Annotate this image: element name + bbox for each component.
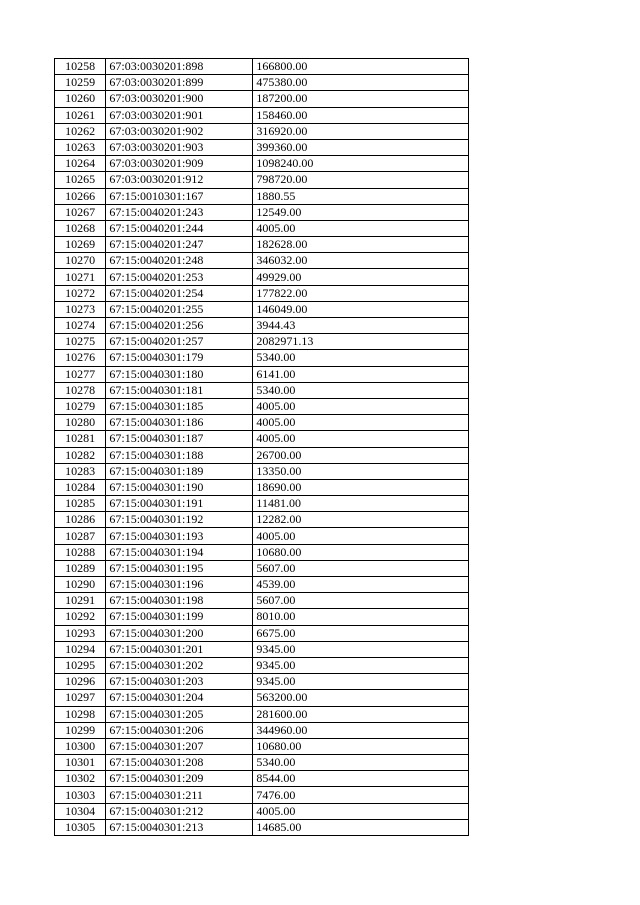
cadastral-number-cell: 67:15:0040301:179: [106, 350, 253, 366]
cadastral-number-cell: 67:15:0040301:193: [106, 528, 253, 544]
cadastral-number-cell: 67:15:0040201:244: [106, 220, 253, 236]
table-row: [55, 156, 469, 172]
table-row: [55, 787, 469, 803]
table-row: [55, 755, 469, 771]
table-row: [55, 269, 469, 285]
table-row: [55, 398, 469, 414]
row-number-cell: 10265: [55, 172, 106, 188]
table-row: [55, 593, 469, 609]
table-row: [55, 366, 469, 382]
cadastral-number-cell: 67:15:0010301:167: [106, 188, 253, 204]
cadastral-number-cell: 67:15:0040301:213: [106, 819, 253, 835]
row-number-cell: 10287: [55, 528, 106, 544]
table-row: [55, 463, 469, 479]
row-number-cell: 10262: [55, 123, 106, 139]
value-cell: 4005.00: [253, 398, 469, 414]
value-cell: 4005.00: [253, 415, 469, 431]
row-number-cell: 10285: [55, 496, 106, 512]
table-row: [55, 641, 469, 657]
value-cell: 10680.00: [253, 738, 469, 754]
row-number-cell: 10302: [55, 771, 106, 787]
table-row: [55, 690, 469, 706]
cadastral-number-cell: 67:15:0040301:209: [106, 771, 253, 787]
row-number-cell: 10266: [55, 188, 106, 204]
row-number-cell: 10284: [55, 479, 106, 495]
table-body: [55, 59, 469, 836]
value-cell: 9345.00: [253, 657, 469, 673]
value-cell: 5340.00: [253, 382, 469, 398]
row-number-cell: 10280: [55, 415, 106, 431]
row-number-cell: 10289: [55, 560, 106, 576]
value-cell: 5340.00: [253, 350, 469, 366]
row-number-cell: 10258: [55, 59, 106, 75]
cadastral-number-cell: 67:03:0030201:902: [106, 123, 253, 139]
cadastral-number-cell: 67:15:0040301:186: [106, 415, 253, 431]
table-row: [55, 204, 469, 220]
row-number-cell: 10294: [55, 641, 106, 657]
cadastral-number-cell: 67:15:0040201:248: [106, 253, 253, 269]
value-cell: 8010.00: [253, 609, 469, 625]
table-row: [55, 220, 469, 236]
value-cell: 11481.00: [253, 496, 469, 512]
table-row: [55, 139, 469, 155]
cadastral-number-cell: 67:15:0040201:256: [106, 318, 253, 334]
cadastral-number-cell: 67:15:0040301:204: [106, 690, 253, 706]
cadastral-number-cell: 67:15:0040301:202: [106, 657, 253, 673]
row-number-cell: 10261: [55, 107, 106, 123]
table-row: [55, 657, 469, 673]
row-number-cell: 10260: [55, 91, 106, 107]
value-cell: 49929.00: [253, 269, 469, 285]
value-cell: 4005.00: [253, 803, 469, 819]
table-row: [55, 479, 469, 495]
table-row: [55, 528, 469, 544]
value-cell: 14685.00: [253, 819, 469, 835]
row-number-cell: 10283: [55, 463, 106, 479]
cadastral-number-cell: 67:03:0030201:903: [106, 139, 253, 155]
row-number-cell: 10269: [55, 237, 106, 253]
value-cell: 1098240.00: [253, 156, 469, 172]
table-row: [55, 560, 469, 576]
row-number-cell: 10282: [55, 447, 106, 463]
value-cell: 4005.00: [253, 220, 469, 236]
table-row: [55, 738, 469, 754]
value-cell: 6675.00: [253, 625, 469, 641]
cadastral-number-cell: 67:15:0040301:207: [106, 738, 253, 754]
row-number-cell: 10267: [55, 204, 106, 220]
table-row: [55, 188, 469, 204]
row-number-cell: 10298: [55, 706, 106, 722]
table-row: [55, 771, 469, 787]
row-number-cell: 10275: [55, 334, 106, 350]
value-cell: 798720.00: [253, 172, 469, 188]
cadastral-number-cell: 67:15:0040301:187: [106, 431, 253, 447]
table-row: [55, 447, 469, 463]
table-row: [55, 496, 469, 512]
table-row: [55, 706, 469, 722]
value-cell: 316920.00: [253, 123, 469, 139]
cadastral-number-cell: 67:15:0040301:211: [106, 787, 253, 803]
value-cell: 399360.00: [253, 139, 469, 155]
row-number-cell: 10276: [55, 350, 106, 366]
cadastral-number-cell: 67:15:0040301:208: [106, 755, 253, 771]
table-row: [55, 253, 469, 269]
value-cell: 9345.00: [253, 674, 469, 690]
table-row: [55, 544, 469, 560]
cadastral-number-cell: 67:15:0040301:200: [106, 625, 253, 641]
cadastral-number-cell: 67:03:0030201:899: [106, 75, 253, 91]
value-cell: 182628.00: [253, 237, 469, 253]
cadastral-number-cell: 67:03:0030201:900: [106, 91, 253, 107]
cadastral-number-cell: 67:15:0040301:203: [106, 674, 253, 690]
table-row: [55, 334, 469, 350]
row-number-cell: 10263: [55, 139, 106, 155]
row-number-cell: 10273: [55, 301, 106, 317]
row-number-cell: 10299: [55, 722, 106, 738]
value-cell: 4005.00: [253, 431, 469, 447]
value-cell: 346032.00: [253, 253, 469, 269]
table-row: [55, 722, 469, 738]
value-cell: 5607.00: [253, 593, 469, 609]
table-row: [55, 91, 469, 107]
row-number-cell: 10303: [55, 787, 106, 803]
cadastral-number-cell: 67:03:0030201:912: [106, 172, 253, 188]
table-row: [55, 674, 469, 690]
value-cell: 12549.00: [253, 204, 469, 220]
row-number-cell: 10270: [55, 253, 106, 269]
cadastral-number-cell: 67:15:0040301:180: [106, 366, 253, 382]
value-cell: 6141.00: [253, 366, 469, 382]
cadastral-number-cell: 67:03:0030201:898: [106, 59, 253, 75]
row-number-cell: 10272: [55, 285, 106, 301]
cadastral-number-cell: 67:15:0040201:253: [106, 269, 253, 285]
table-row: [55, 301, 469, 317]
table-row: [55, 625, 469, 641]
cadastral-number-cell: 67:15:0040201:255: [106, 301, 253, 317]
table-row: [55, 172, 469, 188]
row-number-cell: 10264: [55, 156, 106, 172]
cadastral-number-cell: 67:15:0040201:254: [106, 285, 253, 301]
row-number-cell: 10268: [55, 220, 106, 236]
table-row: [55, 59, 469, 75]
value-cell: 5340.00: [253, 755, 469, 771]
value-cell: 4005.00: [253, 528, 469, 544]
cadastral-number-cell: 67:15:0040301:212: [106, 803, 253, 819]
row-number-cell: 10293: [55, 625, 106, 641]
table-row: [55, 431, 469, 447]
row-number-cell: 10290: [55, 577, 106, 593]
cadastral-number-cell: 67:15:0040301:198: [106, 593, 253, 609]
value-cell: 281600.00: [253, 706, 469, 722]
row-number-cell: 10278: [55, 382, 106, 398]
cadastral-number-cell: 67:15:0040201:247: [106, 237, 253, 253]
table-row: [55, 609, 469, 625]
table-row: [55, 382, 469, 398]
row-number-cell: 10304: [55, 803, 106, 819]
row-number-cell: 10281: [55, 431, 106, 447]
table-row: [55, 285, 469, 301]
value-cell: 7476.00: [253, 787, 469, 803]
cadastral-number-cell: 67:15:0040301:185: [106, 398, 253, 414]
row-number-cell: 10295: [55, 657, 106, 673]
cadastral-number-cell: 67:15:0040301:199: [106, 609, 253, 625]
table-row: [55, 803, 469, 819]
row-number-cell: 10286: [55, 512, 106, 528]
cadastral-number-cell: 67:15:0040301:195: [106, 560, 253, 576]
table-row: [55, 123, 469, 139]
value-cell: 13350.00: [253, 463, 469, 479]
row-number-cell: 10271: [55, 269, 106, 285]
table-row: [55, 415, 469, 431]
value-cell: 3944.43: [253, 318, 469, 334]
cadastral-value-table: [54, 58, 469, 836]
row-number-cell: 10296: [55, 674, 106, 690]
value-cell: 12282.00: [253, 512, 469, 528]
row-number-cell: 10301: [55, 755, 106, 771]
cadastral-number-cell: 67:15:0040301:194: [106, 544, 253, 560]
table-row: [55, 819, 469, 835]
cadastral-number-cell: 67:15:0040301:181: [106, 382, 253, 398]
row-number-cell: 10279: [55, 398, 106, 414]
table-row: [55, 237, 469, 253]
table-row: [55, 577, 469, 593]
value-cell: 177822.00: [253, 285, 469, 301]
cadastral-number-cell: 67:03:0030201:901: [106, 107, 253, 123]
value-cell: 9345.00: [253, 641, 469, 657]
value-cell: 4539.00: [253, 577, 469, 593]
value-cell: 475380.00: [253, 75, 469, 91]
value-cell: 26700.00: [253, 447, 469, 463]
row-number-cell: 10297: [55, 690, 106, 706]
cadastral-number-cell: 67:03:0030201:909: [106, 156, 253, 172]
cadastral-number-cell: 67:15:0040201:243: [106, 204, 253, 220]
row-number-cell: 10300: [55, 738, 106, 754]
value-cell: 2082971.13: [253, 334, 469, 350]
row-number-cell: 10292: [55, 609, 106, 625]
cadastral-number-cell: 67:15:0040301:188: [106, 447, 253, 463]
table-row: [55, 75, 469, 91]
row-number-cell: 10259: [55, 75, 106, 91]
cadastral-number-cell: 67:15:0040301:190: [106, 479, 253, 495]
value-cell: 146049.00: [253, 301, 469, 317]
table-row: [55, 350, 469, 366]
value-cell: 166800.00: [253, 59, 469, 75]
cadastral-number-cell: 67:15:0040301:206: [106, 722, 253, 738]
cadastral-number-cell: 67:15:0040301:196: [106, 577, 253, 593]
cadastral-number-cell: 67:15:0040301:205: [106, 706, 253, 722]
value-cell: 8544.00: [253, 771, 469, 787]
row-number-cell: 10288: [55, 544, 106, 560]
value-cell: 158460.00: [253, 107, 469, 123]
value-cell: 10680.00: [253, 544, 469, 560]
value-cell: 5607.00: [253, 560, 469, 576]
cadastral-number-cell: 67:15:0040301:189: [106, 463, 253, 479]
cadastral-number-cell: 67:15:0040201:257: [106, 334, 253, 350]
value-cell: 187200.00: [253, 91, 469, 107]
table-row: [55, 107, 469, 123]
cadastral-number-cell: 67:15:0040301:192: [106, 512, 253, 528]
value-cell: 563200.00: [253, 690, 469, 706]
row-number-cell: 10277: [55, 366, 106, 382]
cadastral-number-cell: 67:15:0040301:191: [106, 496, 253, 512]
row-number-cell: 10291: [55, 593, 106, 609]
row-number-cell: 10274: [55, 318, 106, 334]
value-cell: 1880.55: [253, 188, 469, 204]
value-cell: 344960.00: [253, 722, 469, 738]
value-cell: 18690.00: [253, 479, 469, 495]
row-number-cell: 10305: [55, 819, 106, 835]
cadastral-number-cell: 67:15:0040301:201: [106, 641, 253, 657]
table-row: [55, 512, 469, 528]
table-row: [55, 318, 469, 334]
